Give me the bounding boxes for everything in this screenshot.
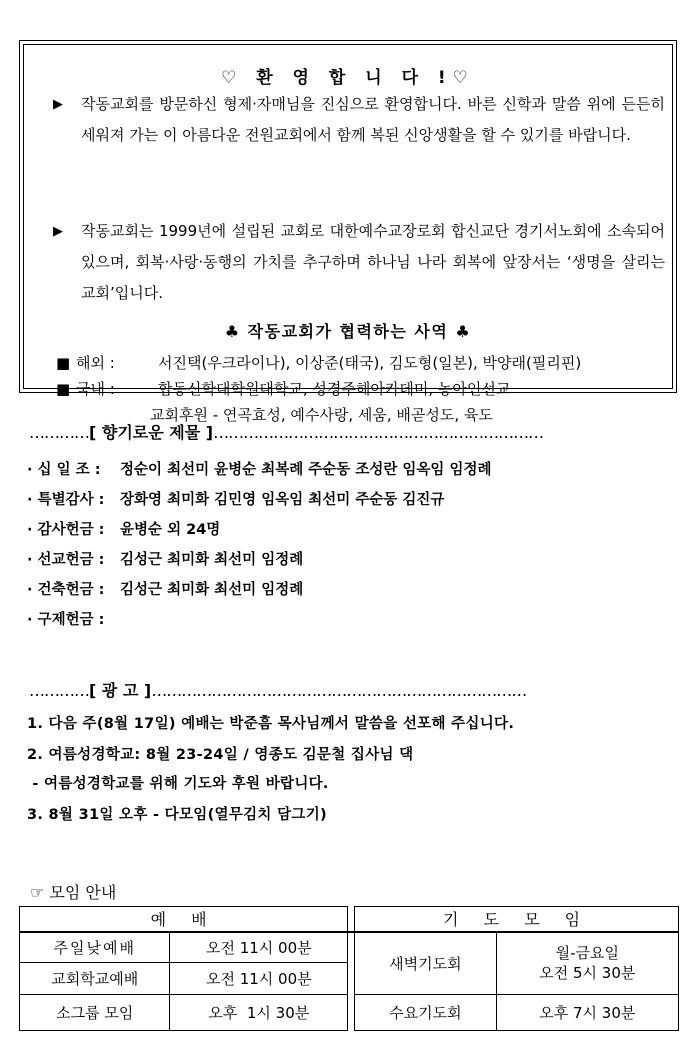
- offering-row-special: · 특별감사 : 장화영 최미화 김민영 임옥임 최선미 주순동 김진규: [27, 492, 445, 508]
- ad-line-2: 2. 여름성경학교: 8월 23-24일 / 영종도 김문철 집사님 댁: [27, 747, 414, 763]
- mission-domestic: [56, 376, 510, 402]
- welcome-text-1: 작동교회를 방문하신 형제·자매님을 진심으로 환영합니다. 바른 신학과 말씀 위에 든든히 세워져 가는 이 아름다운 전원교회에서 함께 복된 신앙생활을 할 수 있기를 바랍니다.: [81, 95, 665, 144]
- mission-overseas: [56, 350, 581, 376]
- domestic-text-1: 합동신학대학원대학교, 성경주해아카데미, 농아인선교: [158, 380, 511, 398]
- offerings-header: …………[ 향기로운 제물 ]…………………………………………………………: [29, 423, 544, 442]
- domestic-text-2: 교회후원 - 연곡효성, 예수사랑, 세움, 배곧성도, 육도: [150, 406, 493, 424]
- offering-row-tithe: · 십 일 조 : 정순이 최선미 윤병순 최복례 주순동 조성란 임옥임 임정례: [27, 462, 492, 478]
- worship-time: 오후 1시 30분: [170, 994, 348, 1030]
- bullet-arrow-icon: ▶: [53, 224, 63, 239]
- offering-row-building: · 건축헌금 : 김성근 최미화 최선미 임정례: [27, 582, 304, 598]
- prayer-name: 수요기도회: [355, 994, 496, 1030]
- worship-header: 예 배: [20, 907, 348, 932]
- worship-name: 교회학교예배: [20, 963, 170, 994]
- meetings-title: ☞ 모임 안내: [30, 883, 117, 902]
- bullet-arrow-icon: ▶: [53, 97, 63, 112]
- worship-time: 오전 11시 00분: [170, 963, 348, 994]
- square-bullet-icon: ■: [56, 354, 71, 372]
- worship-time: 오전 11시 00분: [170, 932, 348, 963]
- worship-name: 주일낮예배: [20, 932, 170, 963]
- welcome-text-2: 작동교회는 1999년에 설립된 교회로 대한예수교장로회 합신교단 경기서노회에 소속되어 있으며, 회복·사랑·동행의 가치를 추구하며 하나님 나라 회복에 앞장서는 ‘생명을 살리는 교회’입니다.: [81, 222, 665, 302]
- offerings-title: [ 향기로운 제물 ]: [89, 423, 214, 442]
- welcome-paragraph-2: [53, 216, 665, 309]
- square-bullet-icon: ■: [56, 380, 71, 398]
- mission-title: ♣ 작동교회가 협력하는 사역 ♣: [224, 322, 472, 341]
- offering-row-mission: · 선교헌금 : 김성근 최미화 최선미 임정례: [27, 552, 304, 568]
- overseas-label: 해외 :: [76, 354, 115, 372]
- ad-line-3: 3. 8월 31일 오후 - 다모임(열무김치 담그기): [27, 807, 327, 823]
- welcome-paragraph-1: [53, 89, 665, 151]
- welcome-box: [19, 40, 677, 424]
- offering-row-thanks: · 감사헌금 : 윤병순 외 24명: [27, 522, 221, 538]
- domestic-label: 국내 :: [76, 380, 115, 398]
- ads-title: [ 광 고 ]: [89, 681, 152, 700]
- welcome-title: ♡ 환 영 합 니 다 !♡: [221, 68, 475, 88]
- ad-line-2-sub: - 여름성경학교를 위해 기도와 후원 바랍니다.: [27, 776, 329, 792]
- meetings-table: [19, 906, 679, 1031]
- offering-row-relief: · 구제헌금 :: [27, 612, 105, 628]
- prayer-header: 기 도 모 임: [355, 907, 679, 932]
- worship-name: 소그룹 모임: [20, 994, 170, 1030]
- ads-header: …………[ 광 고 ]…………………………………………………………………: [29, 681, 527, 700]
- ad-line-1: 1. 다음 주(8월 17일) 예배는 박준흠 목사님께서 말씀을 선포해 주십니다.: [27, 716, 515, 732]
- overseas-text: 서진택(우크라이나), 이상준(태국), 김도형(일본), 박양래(필리핀): [158, 354, 582, 372]
- prayer-time: 오후 7시 30분: [496, 994, 678, 1030]
- prayer-time: 월-금요일 오전 5시 30분: [496, 932, 678, 995]
- prayer-name: 새벽기도회: [355, 932, 496, 995]
